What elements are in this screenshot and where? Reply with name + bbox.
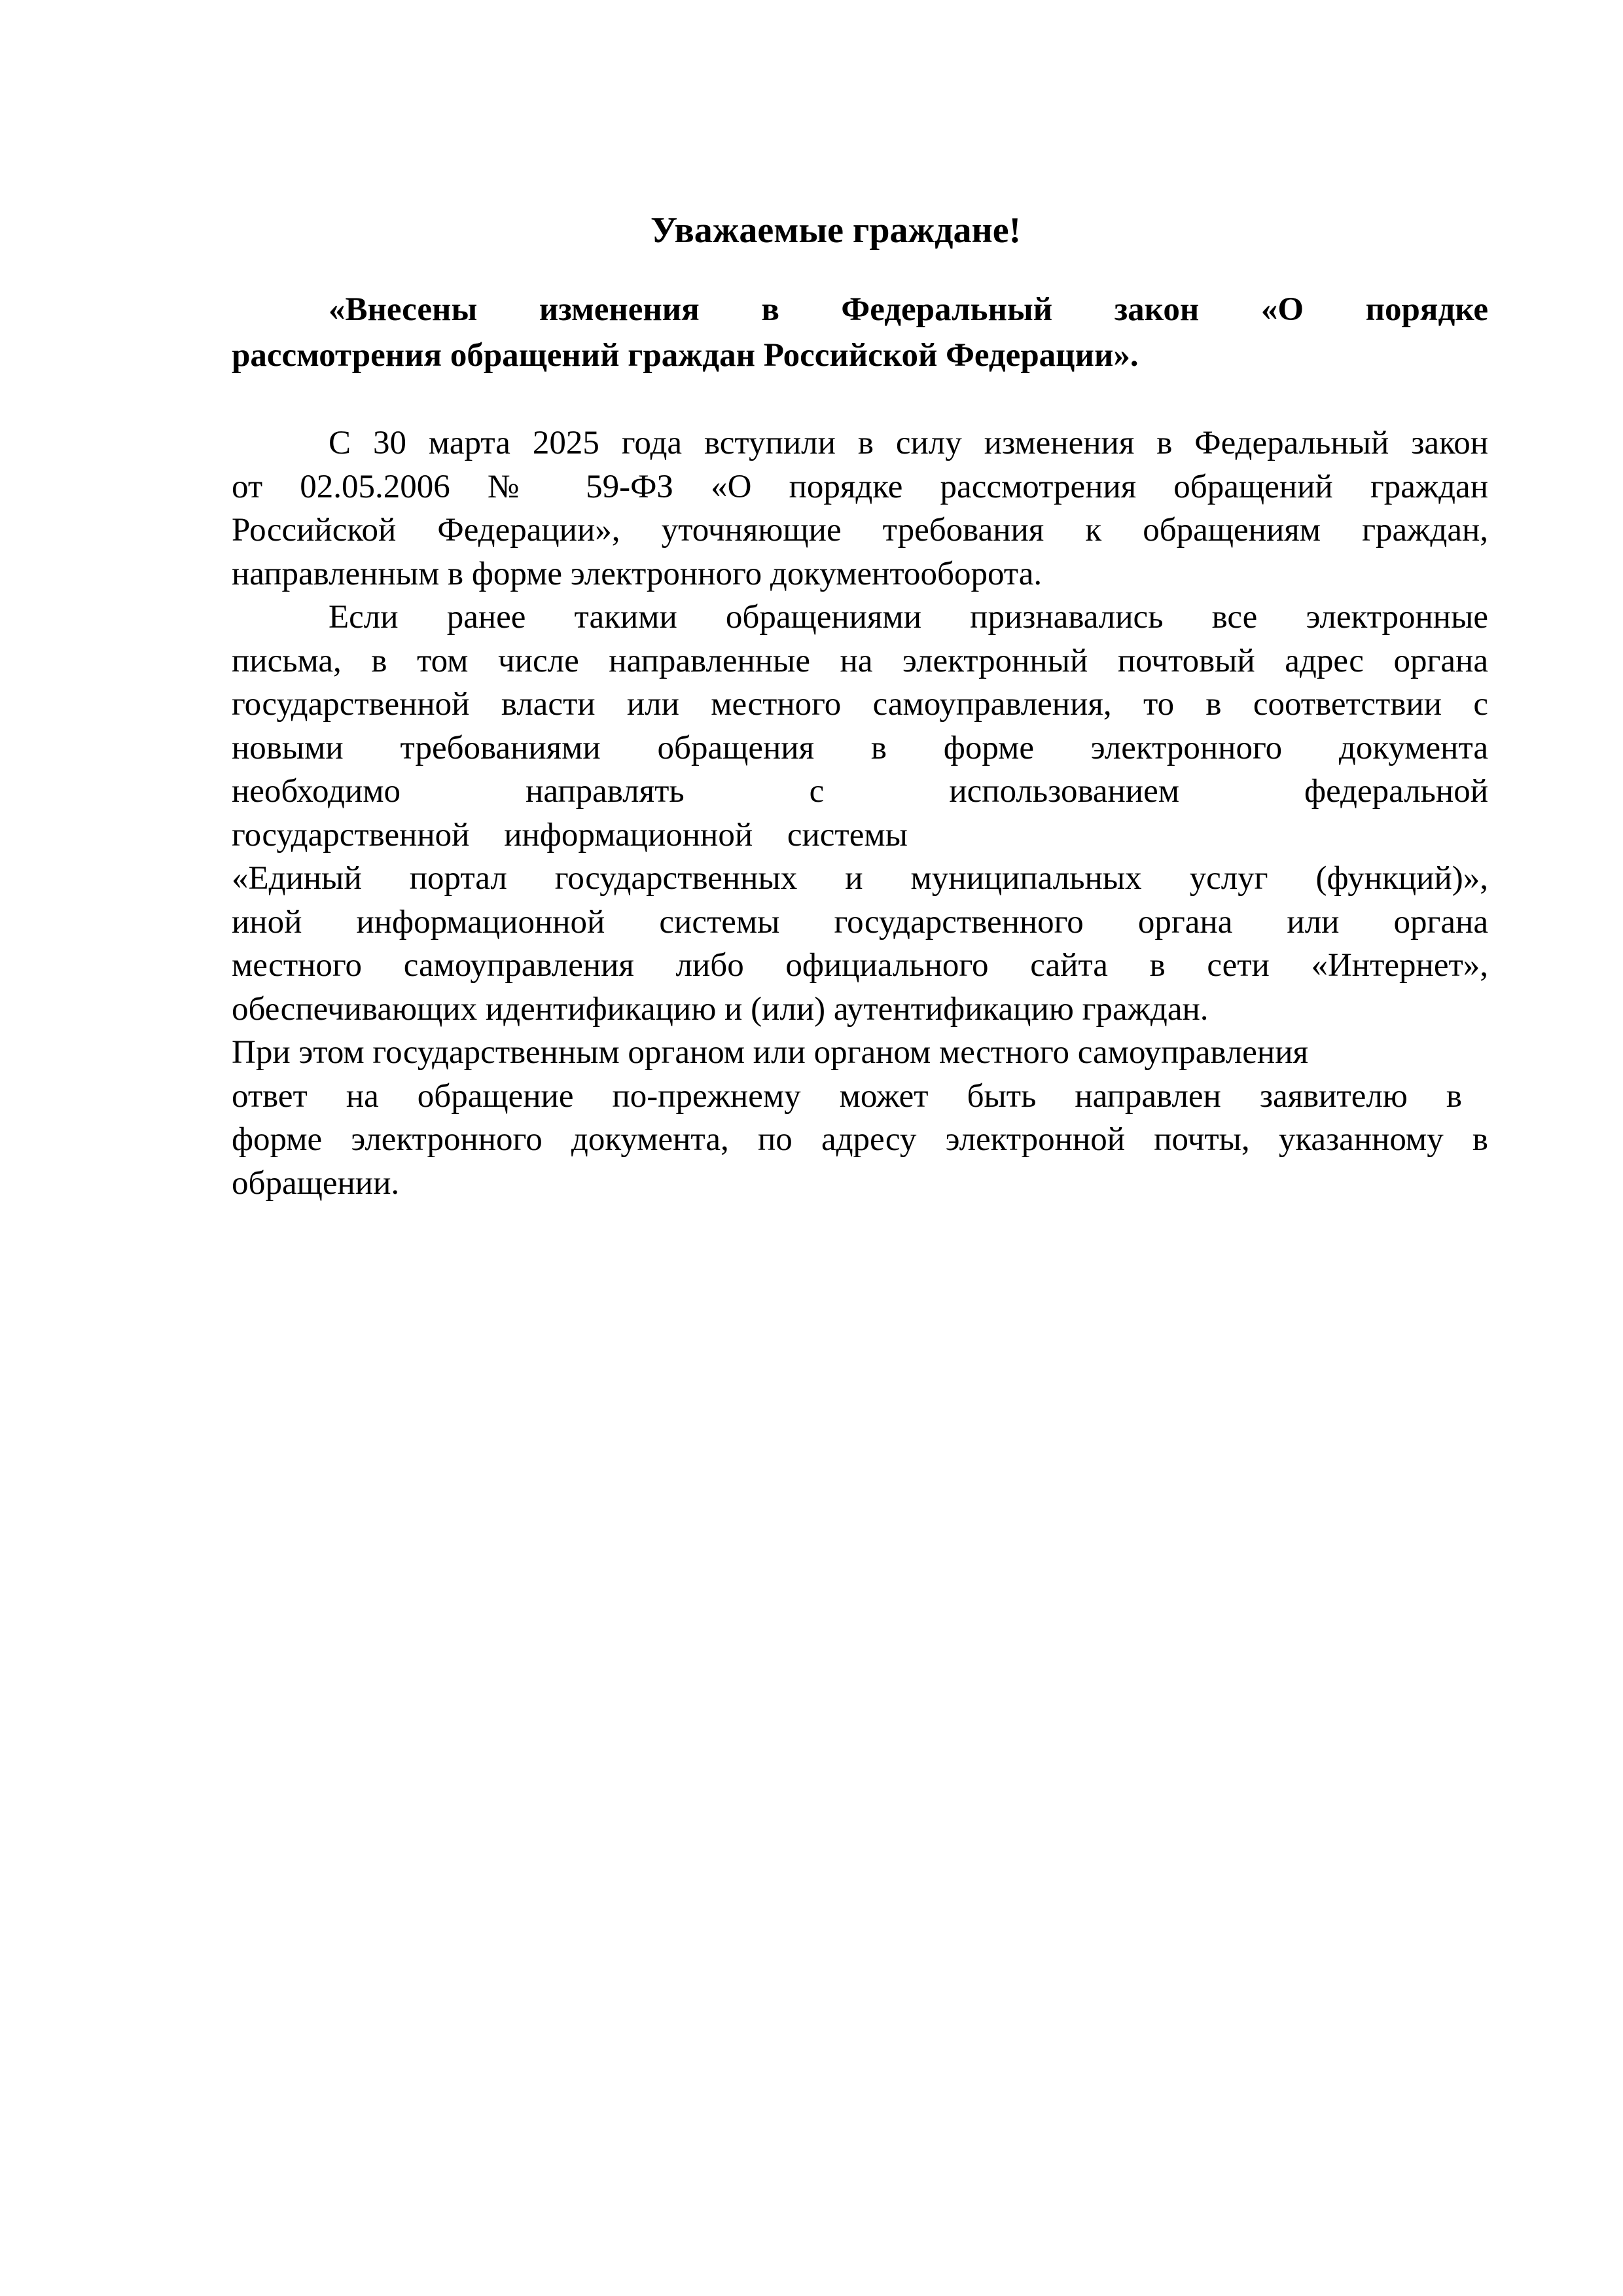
paragraph-2-line-2: письма, в том числе направленные на электронный почтовый адрес органа (232, 642, 1488, 679)
paragraph-2-line-4: новыми требованиями обращения в форме электронного документа (232, 729, 1488, 766)
paragraph-2-line-6: государственной информационной системы (232, 816, 908, 853)
page-title: Уважаемые граждане! (651, 210, 1022, 251)
paragraph-effective-date (232, 422, 1488, 596)
paragraph-1-line-3: Российской Федерации», уточняющие требования к обращениям граждан, (232, 512, 1488, 548)
paragraph-2-line-10: обеспечивающих идентификацию и (или) аутентификацию граждан. (232, 990, 1209, 1028)
subtitle-line-2: рассмотрения обращений граждан Российской Федерации». (232, 337, 1139, 374)
paragraph-new-requirements (232, 596, 1488, 1031)
paragraph-3-line-1: При этом государственным органом или органом местного самоуправления (232, 1034, 1308, 1071)
subtitle-line-1: «Внесены изменения в Федеральный закон «О порядке (329, 291, 1488, 328)
paragraph-2-line-5: необходимо направлять с использованием федеральной (232, 773, 1488, 810)
paragraph-3-line-3: форме электронного документа, по адресу электронной почты, указанному в (232, 1121, 1488, 1158)
paragraph-1-line-2: от 02.05.2006 № 59-ФЗ «О порядке рассмотрения обращений граждан (232, 468, 1488, 505)
paragraph-1-line-4: направленным в форме электронного документооборота. (232, 555, 1043, 592)
paragraph-3-line-4: обращении. (232, 1164, 400, 1202)
subtitle (232, 287, 1488, 378)
document-content (232, 207, 1488, 1205)
paragraph-2-line-8: иной информационной системы государственного органа или органа (232, 903, 1488, 941)
paragraph-reply-method (232, 1031, 1488, 1205)
paragraph-3-line-2: ответ на обращение по-прежнему может быть направлен заявителю в (232, 1077, 1462, 1115)
paragraph-2-line-3: государственной власти или местного самоуправления, то в соответствии с (232, 686, 1488, 723)
paragraph-2-line-9: местного самоуправления либо официального сайта в сети «Интернет», (232, 947, 1488, 984)
paragraph-2-line-7: «Единый портал государственных и муниципальных услуг (функций)», (232, 860, 1488, 897)
paragraph-2-line-1: Если ранее такими обращениями признавались все электронные (329, 599, 1488, 636)
paragraph-1-line-1: С 30 марта 2025 года вступили в силу изменения в Федеральный закон (329, 425, 1488, 461)
